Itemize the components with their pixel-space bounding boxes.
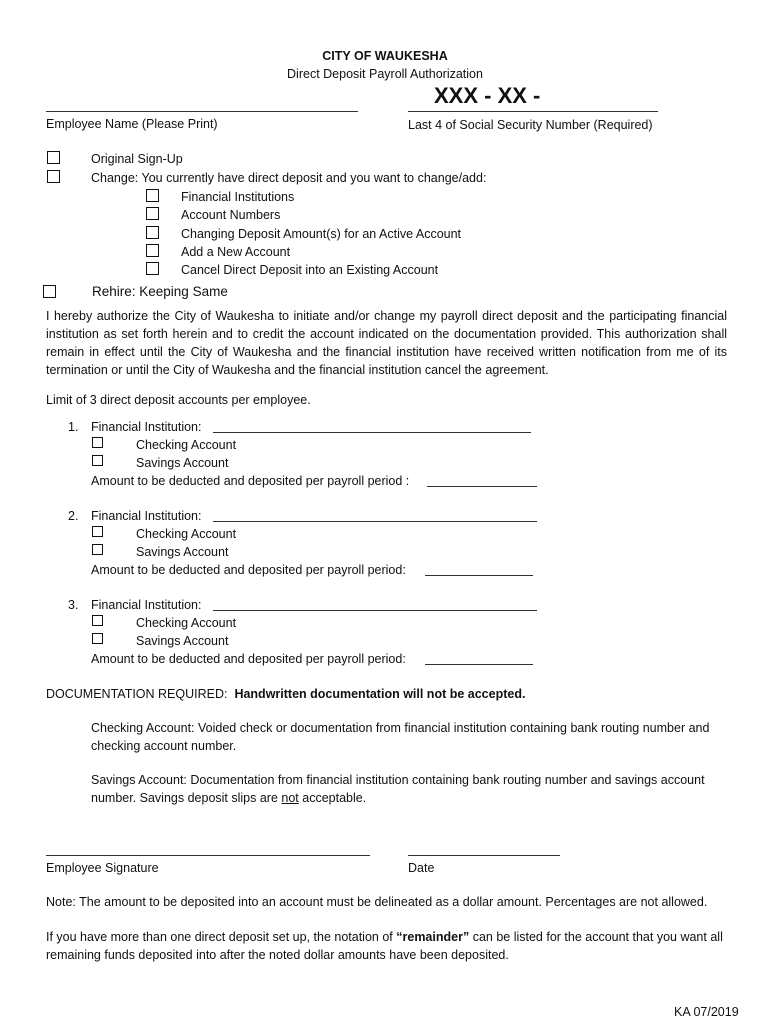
note-remainder-after: can be listed for the account that you want all remaining funds deposited into after the noted dollar amounts have been deposited. [46, 930, 723, 962]
date-label: Date [408, 861, 435, 875]
original-signup-label: Original Sign-Up [91, 152, 183, 166]
documentation-warning: Handwritten documentation will not be accepted. [234, 687, 526, 701]
savings-checkbox-1[interactable] [92, 455, 103, 466]
ssn-prefix: XXX - XX - [434, 83, 541, 108]
add-new-account-checkbox[interactable] [146, 244, 159, 257]
note-remainder-bold: “remainder” [396, 930, 470, 944]
form-title: CITY OF WAUKESHA [322, 49, 448, 63]
savings-doc-before: Savings Account: Documentation from financial institution containing bank routing number and savings account number. Savings deposit slips are [91, 773, 705, 805]
checking-doc-text: Checking Account: Voided check or documentation from financial institution containing bank routing number and checking account number. [91, 721, 710, 753]
documentation-label: DOCUMENTATION REQUIRED: [46, 687, 228, 701]
checking-checkbox-1[interactable] [92, 437, 103, 448]
change-item-label: Financial Institutions [181, 190, 295, 204]
authorization-paragraph: I hereby authorize the City of Waukesha to initiate and/or change my payroll direct deposit and the participating financial institution as set forth herein and to credit the account indicated on the documentation provided. This authorization shall remain in effect until the City of Waukesha and the financial institution have received written notification from me of its termination or until the City of Waukesha and the financial institution cancel the agreement. [46, 309, 727, 377]
savings-checkbox-3[interactable] [92, 633, 103, 644]
amount-field-2[interactable] [425, 575, 533, 576]
checking-checkbox-3[interactable] [92, 615, 103, 626]
form-version: KA 07/2019 [674, 1005, 739, 1019]
note-remainder-before: If you have more than one direct deposit set up, the notation of [46, 930, 393, 944]
change-label: Change: You currently have direct deposit and you want to change/add: [91, 171, 487, 185]
checking-label: Checking Account [136, 438, 237, 452]
change-item-label: Add a New Account [181, 245, 291, 259]
checking-label: Checking Account [136, 527, 237, 541]
change-checkbox[interactable] [47, 170, 60, 183]
savings-checkbox-2[interactable] [92, 544, 103, 555]
checking-checkbox-2[interactable] [92, 526, 103, 537]
employee-name-field[interactable] [46, 111, 358, 112]
savings-doc-after: acceptable. [302, 791, 367, 805]
change-item-label: Account Numbers [181, 208, 281, 222]
amount-field-1[interactable] [427, 486, 537, 487]
amount-label: Amount to be deducted and deposited per payroll period: [91, 563, 406, 577]
institution-field-2[interactable] [213, 521, 537, 522]
account-number: 2. [68, 509, 79, 523]
note-amount: Note: The amount to be deposited into an account must be delineated as a dollar amount. Percentages are not allowed. [46, 895, 708, 909]
date-field[interactable] [408, 855, 560, 856]
employee-signature-field[interactable] [46, 855, 370, 856]
form-subtitle: Direct Deposit Payroll Authorization [287, 67, 483, 81]
institution-field-3[interactable] [213, 610, 537, 611]
account-number: 1. [68, 420, 79, 434]
cancel-direct-deposit-checkbox[interactable] [146, 262, 159, 275]
amount-label: Amount to be deducted and deposited per payroll period: [91, 652, 406, 666]
original-signup-checkbox[interactable] [47, 151, 60, 164]
savings-doc-not: not [281, 791, 299, 805]
ssn-last4-field[interactable] [408, 111, 658, 112]
institution-label: Financial Institution: [91, 420, 202, 434]
savings-label: Savings Account [136, 456, 229, 470]
change-item-label: Cancel Direct Deposit into an Existing Account [181, 263, 439, 277]
amount-label: Amount to be deducted and deposited per payroll period : [91, 474, 410, 488]
change-item-label: Changing Deposit Amount(s) for an Active Account [181, 227, 462, 241]
savings-doc-text [91, 771, 731, 807]
ssn-label: Last 4 of Social Security Number (Required) [408, 118, 653, 132]
change-deposit-amounts-checkbox[interactable] [146, 226, 159, 239]
limit-text: Limit of 3 direct deposit accounts per employee. [46, 393, 311, 407]
documentation-heading [46, 685, 525, 703]
checking-label: Checking Account [136, 616, 237, 630]
signature-label: Employee Signature [46, 861, 159, 875]
savings-label: Savings Account [136, 545, 229, 559]
institution-label: Financial Institution: [91, 598, 202, 612]
institution-field-1[interactable] [213, 432, 531, 433]
institution-label: Financial Institution: [91, 509, 202, 523]
account-number: 3. [68, 598, 79, 612]
note-remainder [46, 928, 736, 964]
change-account-numbers-checkbox[interactable] [146, 207, 159, 220]
change-financial-institutions-checkbox[interactable] [146, 189, 159, 202]
employee-name-label: Employee Name (Please Print) [46, 117, 218, 131]
rehire-checkbox[interactable] [43, 285, 56, 298]
savings-label: Savings Account [136, 634, 229, 648]
rehire-label: Rehire: Keeping Same [92, 284, 228, 299]
amount-field-3[interactable] [425, 664, 533, 665]
